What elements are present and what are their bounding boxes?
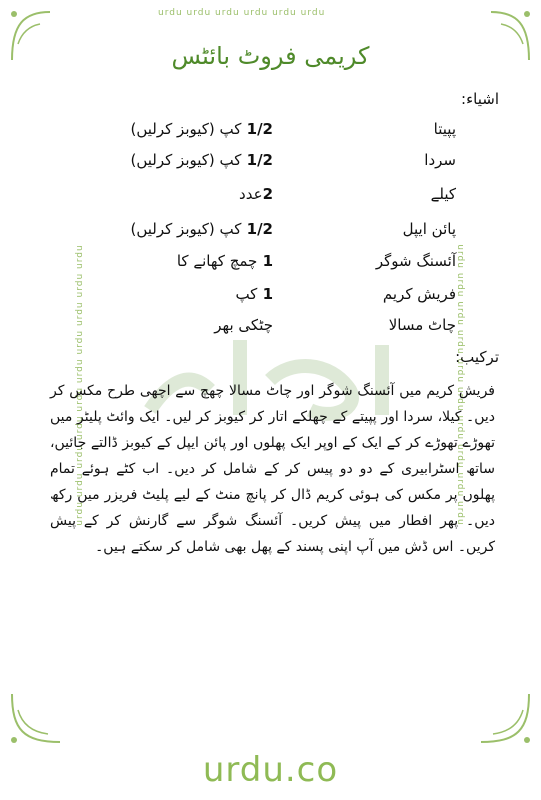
ingredient-quantity xyxy=(214,316,273,334)
ingredient-row xyxy=(0,285,541,311)
ingredient-name: چاٹ مسالا xyxy=(388,316,456,334)
ingredient-amount: 1 xyxy=(262,285,273,303)
recipe-title: کریمی فروٹ بائٹس xyxy=(171,42,370,70)
ingredient-amount: 1/2 xyxy=(246,151,273,169)
ingredient-unit: چٹکی بھر xyxy=(214,316,273,334)
ingredient-name: آئسنگ شوگر xyxy=(375,252,456,270)
ingredient-amount: 1/2 xyxy=(246,220,273,238)
ingredient-amount: 1 xyxy=(262,252,273,270)
corner-flourish-bottom-right-icon xyxy=(477,690,537,750)
ingredient-quantity xyxy=(130,120,273,138)
ingredient-amount: 1/2 xyxy=(246,120,273,138)
ingredient-unit: کپ (کیوبز کرلیں) xyxy=(130,220,242,238)
ingredient-row xyxy=(0,316,541,342)
ingredients-heading: اشیاء: xyxy=(461,90,499,108)
ingredient-unit: کپ xyxy=(235,285,258,303)
corner-flourish-bottom-left-icon xyxy=(4,690,64,750)
ingredient-row xyxy=(0,120,541,146)
ingredient-row xyxy=(0,220,541,246)
footer-brand-logo: urdu.co xyxy=(202,750,339,790)
ingredient-unit: چمچ کھانے کا xyxy=(176,252,258,270)
ingredient-row xyxy=(0,185,541,211)
method-heading: ترکیب: xyxy=(455,348,499,366)
ingredient-quantity xyxy=(239,185,273,203)
ingredient-quantity xyxy=(130,151,273,169)
ingredient-quantity xyxy=(130,220,273,238)
ingredient-row xyxy=(0,151,541,177)
ingredient-unit: کپ (کیوبز کرلیں) xyxy=(130,151,242,169)
ingredient-row xyxy=(0,252,541,278)
ingredient-quantity xyxy=(177,252,273,270)
ingredient-unit: کپ (کیوبز کرلیں) xyxy=(130,120,242,138)
ingredient-name: کیلے xyxy=(430,185,456,203)
ingredient-name: پپیتا xyxy=(433,120,456,138)
ingredient-unit: عدد xyxy=(239,185,263,203)
ingredient-name: فریش کریم xyxy=(382,285,456,303)
right-border-pattern: urdu urdu urdu urdu urdu urdu urdu urdu urdu urdu xyxy=(455,244,465,526)
ingredient-quantity xyxy=(235,285,273,303)
ingredient-name: سردا xyxy=(424,151,456,169)
method-paragraph: فریش کریم میں آئسنگ شوگر اور چاٹ مسالا چھچ سے اچھی طرح مکس کر دیں۔ کیلا، سردا اور پپیتے کے چھلکے اتار کر کیوبز کر لیں۔ ایک وائٹ پلیٹر میں تھوڑے تھوڑے کر کے ایک کے اوپر ایک پھلوں اور پائن ایپل کے کیوبز ڈالتے جائیں، ساتھ اسٹرابیری کے دو دو پیس کر کے شامل کر دیں۔ اب کٹے ہوئے تمام پھلوں پر مکس کی ہوئی کریم ڈال کر پانچ منٹ کے لیے پلیٹ فریزر میں رکھ دیں۔ پھر افطار میں پیش کریں۔ آئسنگ شوگر سے گارنش کر کے پیش کریں۔ اس ڈش میں آپ اپنی پسند کے پھل بھی شامل کر سکتے ہیں۔ xyxy=(50,383,495,555)
top-border-pattern: urdu urdu urdu urdu urdu urdu xyxy=(158,8,326,18)
left-border-pattern: urdu urdu urdu urdu urdu urdu urdu urdu urdu urdu xyxy=(75,244,85,526)
ingredient-name: پائن ایپل xyxy=(402,220,456,238)
ingredient-amount: 2 xyxy=(262,185,273,203)
